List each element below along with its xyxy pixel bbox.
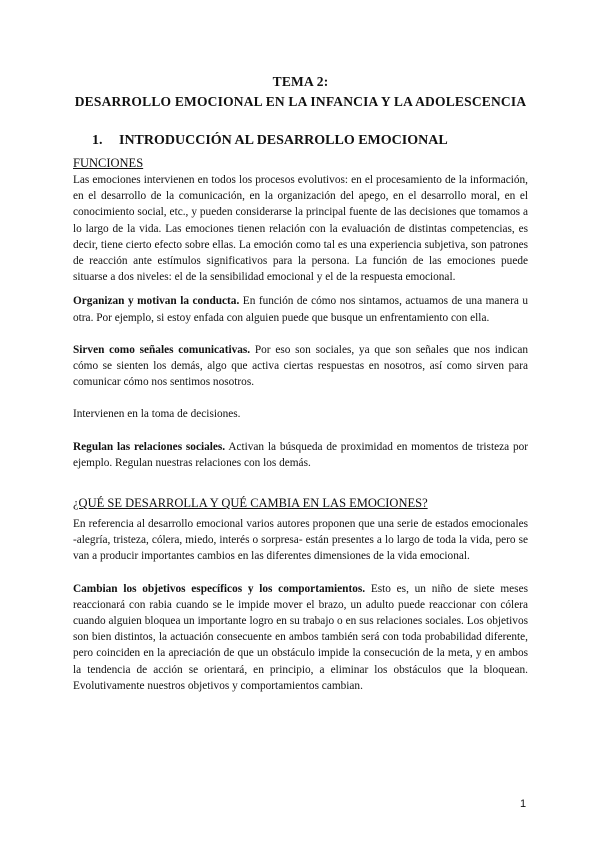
paragraph-lead: Sirven como señales comunicativas. (73, 343, 251, 356)
tema-label: TEMA 2: (272, 74, 329, 89)
document-title: DESARROLLO EMOCIONAL EN LA INFANCIA Y LA ADOLESCENCIA (74, 94, 527, 109)
paragraph-sirven (73, 342, 528, 391)
paragraph-intervienen: Intervienen en la toma de decisiones. (73, 408, 241, 421)
section-title: INTRODUCCIÓN AL DESARROLLO EMOCIONAL (119, 133, 448, 148)
section-number: 1. (92, 133, 103, 148)
paragraph-text: En función de cómo nos sintamos, actuamos de una manera u otra. Por ejemplo, si estoy enfada con alguien puede que busque un enfrentamiento con ella. (73, 295, 529, 324)
document-page (73, 66, 528, 694)
paragraph-organizan (73, 293, 528, 325)
paragraph-lead: Cambian los objetivos específicos y los comportamientos. (73, 582, 366, 595)
paragraph-cambian (73, 581, 528, 694)
cambios-intro: En referencia al desarrollo emocional varios autores proponen que una serie de estados emocionales -alegría, tristeza, cólera, miedo, interés o sorpresa- están presentes a lo largo de toda la vida, pero se van a producir importantes cambios en las diferentes dimensiones de la vida emocional. (73, 518, 528, 563)
paragraph-regulan (73, 439, 528, 471)
funciones-intro: Las emociones intervienen en todos los procesos evolutivos: en el procesamiento de la información, en el desarrollo de la comunicación, en la organización del apego, en el desarrollo moral, en el conocimiento social, etc., y pueden considerarse la principal fuente de las decisiones que tomamos a lo largo de la vida. Las emociones tienen relación con la evaluación de distintas competencias, es decir, tiene cierto efecto sobre ellas. La emoción como tal es una experiencia subjetiva, son patrones de reacción ante estímulos significativos para la persona. La función de las emociones puede situarse a dos niveles: el de la sensibilidad emocional y el de la respuesta emocional. (73, 174, 528, 284)
page-number: 1 (520, 798, 527, 810)
paragraph-lead: Organizan y motivan la conducta. (73, 295, 240, 308)
paragraph-text: Activan la búsqueda de proximidad en momentos de tristeza por ejemplo. Regulan nuestras relaciones con los demás. (73, 440, 529, 469)
section-heading (73, 132, 528, 150)
paragraph-lead: Regulan las relaciones sociales. (73, 440, 226, 453)
paragraph-text: Esto es, un niño de siete meses reaccionará con rabia cuando se le impide mover el brazo, un adulto puede reaccionar con cólera cuando alguien bloquea un importante logro en su trabajo o en sus relaciones sociales. Los objetivos son bien distintos, la actuación consecuente en ambos también será con toda probabilidad diferente, pero coinciden en la apreciación de que un obstáculo impide la consecución de la meta, y en ambos la tendencia de acción se orientará, en principio, a eliminar los obstáculos que la bloquean. Evolutivamente nuestros objetivos y comportamientos cambian. (73, 582, 528, 692)
cambios-heading: ¿QUÉ SE DESARROLLA Y QUÉ CAMBIA EN LAS EMOCIONES? (73, 496, 428, 511)
paragraph-text: Por eso son sociales, ya que son señales que nos indican cómo se sienten los demás, algo que activa ciertas respuestas en nosotros, así como sirven para comunicar cómo nos sentimos nosotros. (73, 343, 529, 389)
funciones-heading: FUNCIONES (73, 156, 144, 170)
